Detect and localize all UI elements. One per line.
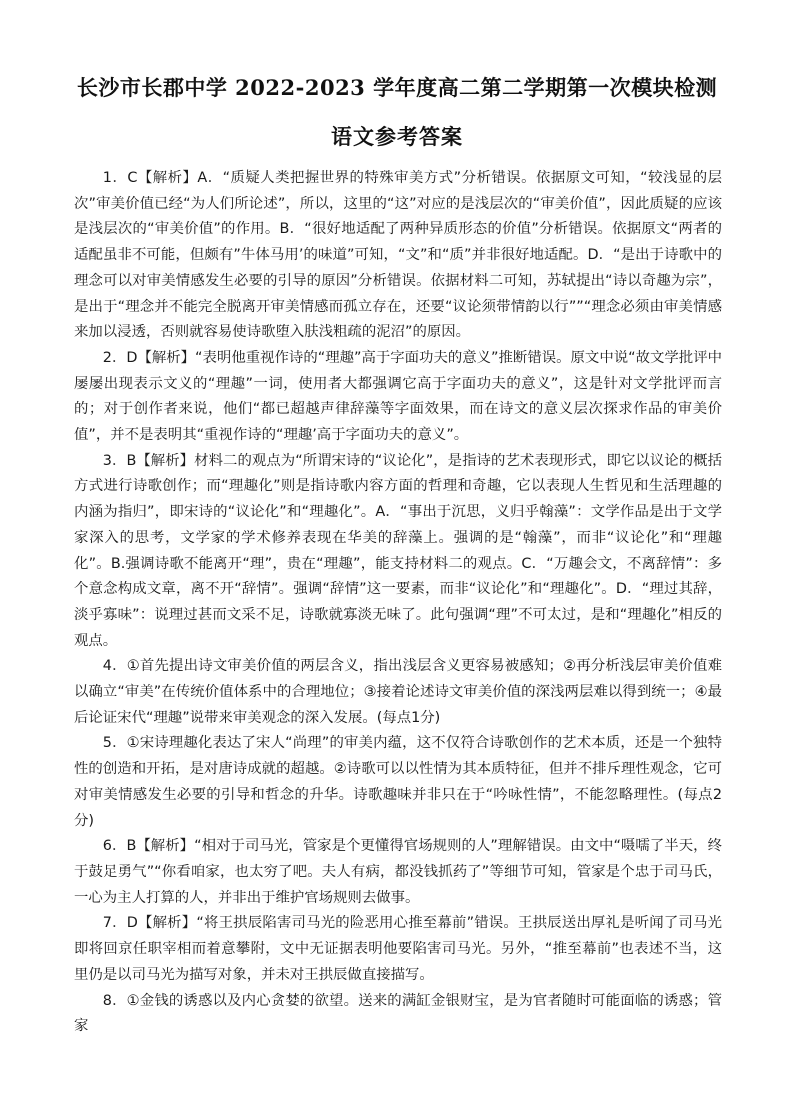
answer-paragraph-6: 6．B【解析】“相对于司马光，管家是个更懂得官场规则的人”理解错误。由文中“嗫嚅了半天，终于鼓足勇气”“你看咱家，也太穷了吧。夫人有病，都没钱抓药了”等细节可知，管家是个忠于司马氏，一心为主人打算的人，并非出于维护官场规则去做事。 xyxy=(74,838,722,906)
answer-paragraph-4: 4．①首先提出诗文审美价值的两层含义，指出浅层含义更容易被感知；②再分析浅层审美价值难以确立“审美”在传统价值体系中的合理地位；③接着论述诗文审美价值的深浅两层难以得到统一；④最后论证宋代“理趣”说带来审美观念的深入发展。(每点1分) xyxy=(74,658,722,726)
document-title: 长沙市长郡中学 2022-2023 学年度高二第二学期第一次模块检测 xyxy=(76,75,718,100)
answer-paragraph-1: 1．C【解析】A．“质疑人类把握世界的特殊审美方式”分析错误。依据原文可知，“较浅显的层次”审美价值已经“为人们所论述”，所以，这里的“这”对应的是浅层次的“审美价值”，因此质疑的应该是浅层次的“审美价值”的作用。B．“很好地适配了两种异质形态的价值”分析错误。依据原文“两者的适配虽非不可能，但颇有”牛体马用’的味道”可知，“文”和“质”并非很好地适配。D．“是出于诗歌中的理念可以对审美情感发生必要的引导的原因”分析错误。依据材料二可知，苏轼提出“诗以奇趣为宗”，是出于“理念并不能完全脱离开审美情感而孤立存在，还要“议论须带情韵以行””“理念必须由审美情感来加以浸透，否则就容易使诗歌堕入肤浅粗疏的泥沼”的原因。 xyxy=(74,170,722,341)
answer-paragraph-8: 8．①金钱的诱惑以及内心贪婪的欲望。送来的满缸金银财宝，是为官者随时可能面临的诱惑；管家 xyxy=(74,992,722,1035)
answer-paragraph-3: 3．B【解析】材料二的观点为“所谓宋诗的“议论化”，是指诗的艺术表现形式，即它以议论的概括方式进行诗歌创作；而“理趣化”则是指诗歌内容方面的哲理和奇趣，它以表现人生哲见和生活理趣的内涵为指归”，即宋诗的“议论化”和“理趣化”。A．“事出于沉思，义归乎翰藻”：文学作品是出于文学家深入的思考，文学家的学术修养表现在华美的辞藻上。强调的是“翰藻”，而非“议论化”和“理趣化”。B.强调诗歌不能离开“理”，贵在“理趣”，能支持材料二的观点。C．“万趣会文，不离辞情”：多个意念构成文章，离不开“辞情”。强调“辞情”这一要素，而非“议论化”和“理趣化”。D．“理过其辞，淡乎寡味”：说理过甚而文采不足，诗歌就寡淡无味了。此句强调“理”不可太过，是和“理趣化”相反的观点。 xyxy=(74,452,722,649)
answer-paragraph-5: 5．①宋诗理趣化表达了宋人“尚理”的审美内蕴，这不仅符合诗歌创作的艺术本质，还是一个独特性的创造和开拓，是对唐诗成就的超越。②诗歌可以以性情为其本质特征，但并不排斥理性观念，它可对审美情感发生必要的引导和哲念的升华。诗歌趣味并非只在于“吟咏性情”，不能忽略理性。(每点2分) xyxy=(74,735,722,829)
answer-paragraph-7: 7．D【解析】“将王拱辰陷害司马光的险恶用心推至幕前”错误。王拱辰送出厚礼是听闻了司马光即将回京任职宰相而着意攀附，文中无证据表明他要陷害司马光。另外，“推至幕前”也表述不当，这里仍是以司马光为描写对象，并未对王拱辰做直接描写。 xyxy=(74,915,722,983)
document-subtitle: 语文参考答案 xyxy=(331,124,463,149)
answer-paragraph-2: 2．D【解析】“表明他重视作诗的“理趣”高于字面功夫的意义”推断错误。原文中说“故文学批评中屡屡出现表示文义的“理趣”一词，使用者大都强调它高于字面功夫的意义”，这是针对文学批评而言的；对于创作者来说，他们“都已超越声律辞藻等字面效果，而在诗文的意义层次探求作品的审美价值”，并不是表明其“重视作诗的“理趣’高于字面功夫的意义”。 xyxy=(74,349,722,444)
answer-body xyxy=(74,166,722,1040)
